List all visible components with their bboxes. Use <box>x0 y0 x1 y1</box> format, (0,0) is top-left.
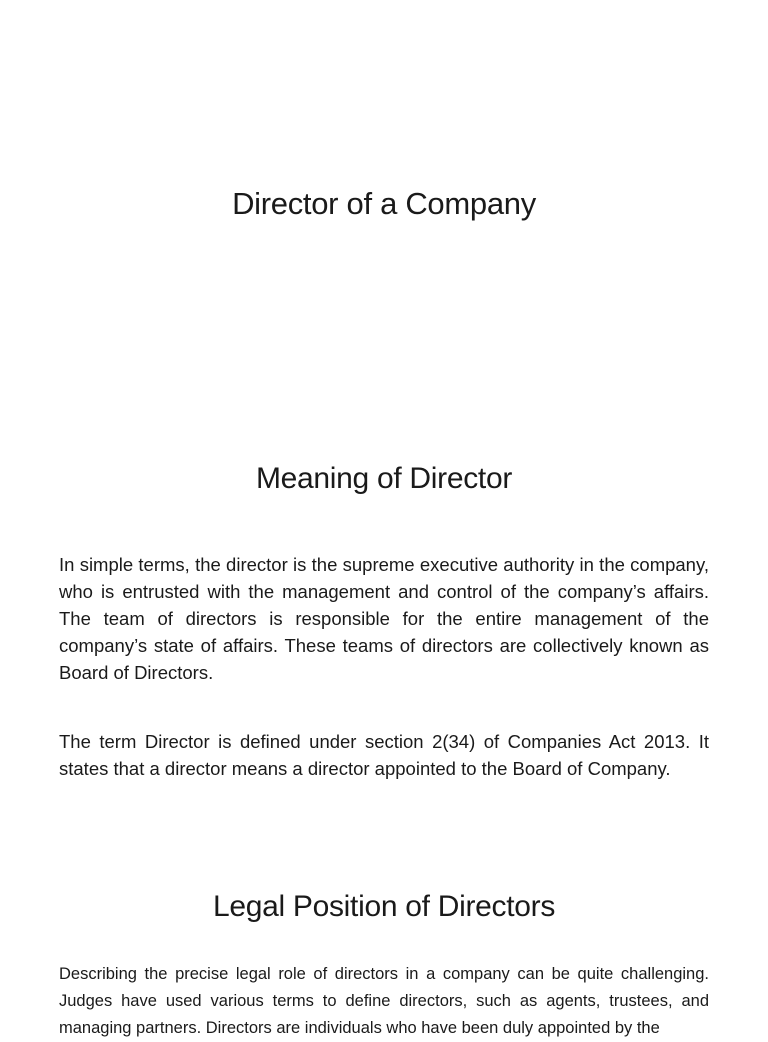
paragraph-meaning-definition: In simple terms, the director is the supreme executive authority in the company, who is entrusted with the management and control of the company’s affairs. The team of directors is responsible for the entire management of the company’s state of affairs. These teams of directors are collectively known as Board of Directors. <box>59 554 709 683</box>
paragraph-meaning-section: The term Director is defined under section 2(34) of Companies Act 2013. It states that a director means a director appointed to the Board of Company. <box>59 731 709 779</box>
document-title: Director of a Company <box>232 186 536 221</box>
section-heading-meaning: Meaning of Director <box>255 462 513 495</box>
section-heading-legal-position: Legal Position of Directors <box>212 890 556 923</box>
paragraph-legal-position: Describing the precise legal role of directors in a company can be quite challenging. Judges have used various terms to define directors, such as agents, trustees, and managing partners. Directors are individuals who have been duly appointed by the <box>59 965 709 1037</box>
